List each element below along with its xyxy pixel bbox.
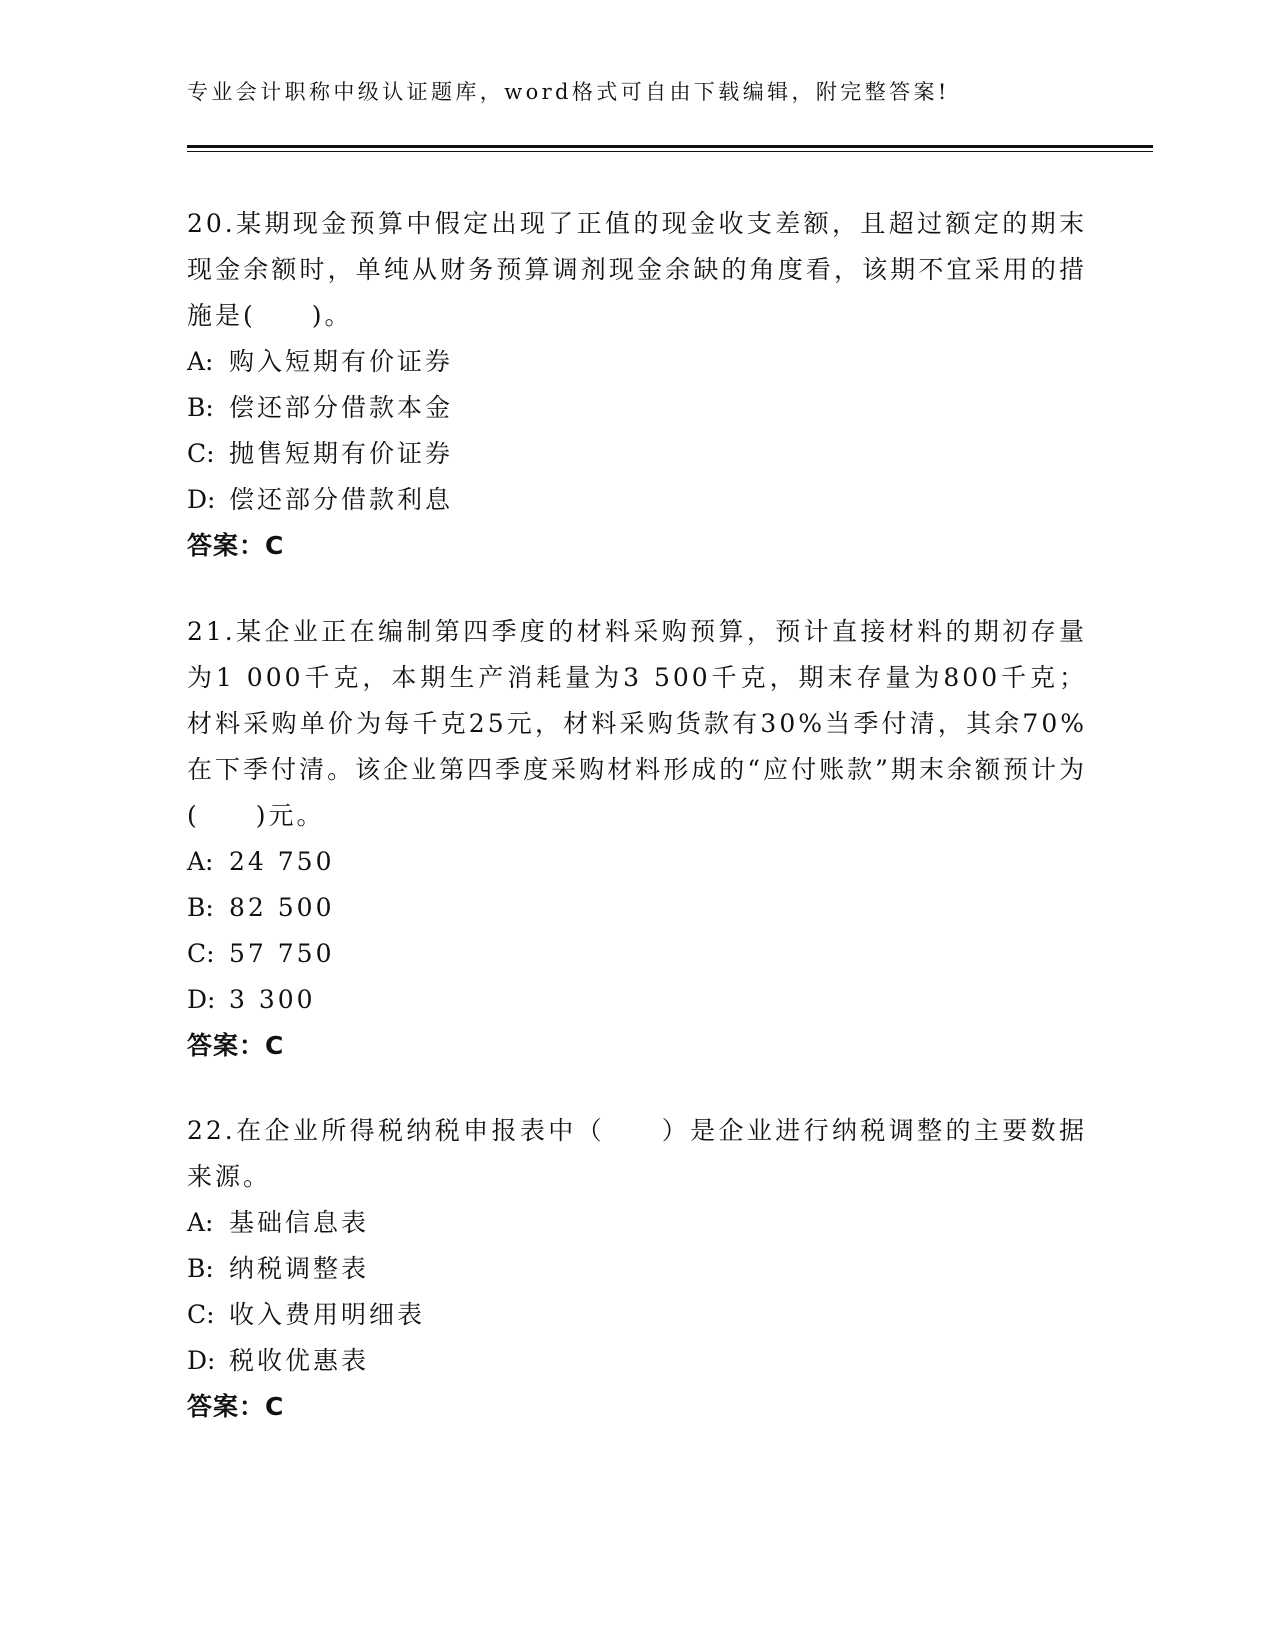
- option-key: A:: [187, 847, 214, 876]
- question-22: [187, 1108, 1087, 1430]
- option-text: 偿还部分借款本金: [229, 393, 454, 422]
- option-b: [187, 1246, 1087, 1292]
- option-text: 24 750: [229, 847, 335, 876]
- question-stem: 21.某企业正在编制第四季度的材料采购预算，预计直接材料的期初存量为1 000千克，本期生产消耗量为3 500千克，期末存量为800千克；材料采购单价为每千克25元，材料采购货款有30%当季付清，其余70%在下季付清。该企业第四季度采购材料形成的“应付账款”期末余额预计为( )元。: [187, 617, 1087, 830]
- option-text: 收入费用明细表: [229, 1300, 426, 1329]
- question-21: [187, 609, 1087, 1069]
- option-text: 纳税调整表: [229, 1254, 370, 1283]
- option-a: [187, 839, 1087, 885]
- option-text: 57 750: [229, 939, 335, 968]
- option-b: [187, 385, 1087, 431]
- option-key: A:: [187, 347, 214, 376]
- option-text: 税收优惠表: [229, 1346, 370, 1375]
- option-c: [187, 931, 1087, 977]
- option-key: C:: [187, 939, 215, 968]
- option-c: [187, 1292, 1087, 1338]
- option-a: [187, 339, 1087, 385]
- option-text: 偿还部分借款利息: [229, 485, 454, 514]
- option-b: [187, 885, 1087, 931]
- option-d: [187, 1338, 1087, 1384]
- question-stem: 22.在企业所得税纳税申报表中（ ）是企业进行纳税调整的主要数据来源。: [187, 1116, 1087, 1191]
- option-key: B:: [187, 393, 214, 422]
- option-key: B:: [187, 893, 214, 922]
- answer: 答案：C: [187, 531, 285, 560]
- question-20: [187, 201, 1087, 569]
- option-text: 82 500: [229, 893, 335, 922]
- option-key: D:: [187, 485, 216, 514]
- header-divider-thick: [187, 145, 1153, 148]
- question-stem: 20.某期现金预算中假定出现了正值的现金收支差额，且超过额定的期末现金余额时，单纯从财务预算调剂现金余缺的角度看，该期不宜采用的措施是( )。: [187, 209, 1087, 330]
- option-a: [187, 1200, 1087, 1246]
- option-text: 3 300: [229, 985, 316, 1014]
- option-key: D:: [187, 1346, 216, 1375]
- option-key: C:: [187, 1300, 215, 1329]
- option-d: [187, 477, 1087, 523]
- option-c: [187, 431, 1087, 477]
- answer: 答案：C: [187, 1392, 285, 1421]
- answer: 答案：C: [187, 1031, 285, 1060]
- option-key: B:: [187, 1254, 214, 1283]
- option-d: [187, 977, 1087, 1023]
- option-text: 抛售短期有价证券: [229, 439, 454, 468]
- option-key: C:: [187, 439, 215, 468]
- header-text: 专业会计职称中级认证题库，word格式可自由下载编辑，附完整答案!: [187, 80, 950, 104]
- option-text: 基础信息表: [229, 1208, 370, 1237]
- option-key: D:: [187, 985, 216, 1014]
- option-text: 购入短期有价证券: [229, 347, 454, 376]
- header-divider-thin: [187, 151, 1153, 152]
- option-key: A:: [187, 1208, 214, 1237]
